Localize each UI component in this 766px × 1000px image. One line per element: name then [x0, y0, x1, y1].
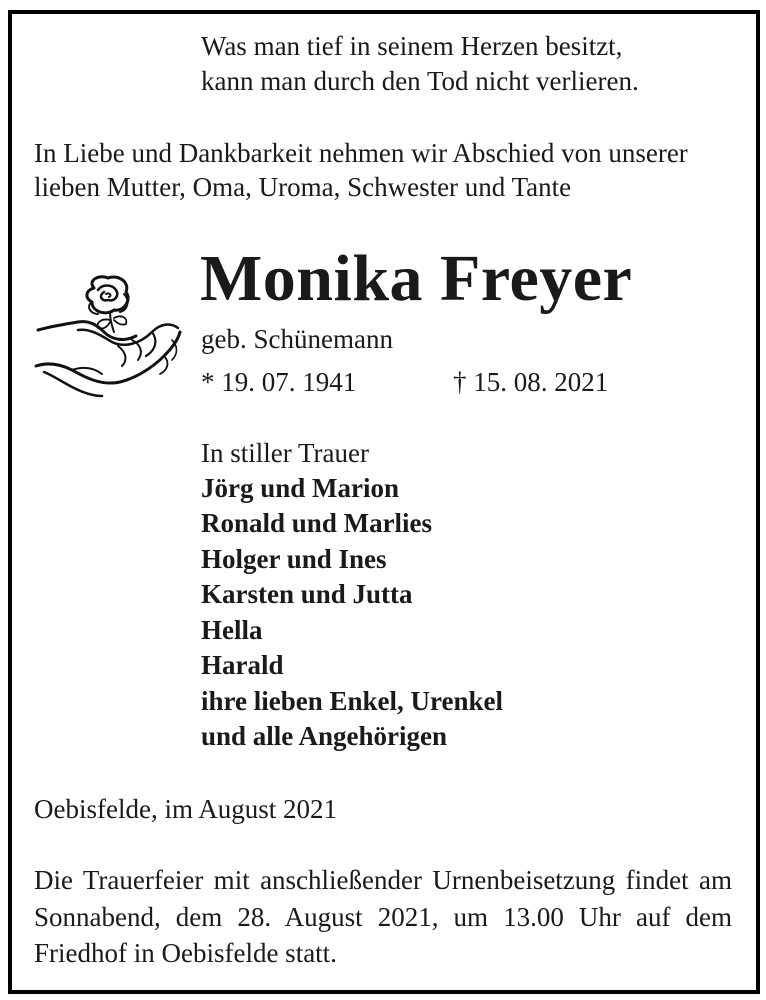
intro-line-1: In Liebe und Dankbarkeit nehmen wir Abschied von unserer — [34, 138, 688, 168]
mourner-name: Hella — [201, 615, 263, 645]
deceased-name: Monika Freyer — [200, 242, 633, 315]
mourner-name: ihre lieben Enkel, Urenkel — [201, 686, 504, 716]
mourner-name: Harald — [201, 650, 284, 680]
service-info: Die Trauerfeier mit anschließender Urnenbeisetzung findet am Sonnabend, dem 28. August 2021, um 13.00 Uhr auf dem Friedhof in Oebisfelde statt. — [34, 865, 732, 968]
birth-date: * 19. 07. 1941 — [201, 367, 357, 397]
mourner-name: Jörg und Marion — [201, 473, 400, 503]
intro-line-2: lieben Mutter, Oma, Uroma, Schwester und Tante — [34, 172, 572, 202]
quote-line-2: kann man durch den Tod nicht verlieren. — [201, 66, 639, 96]
mourner-name: und alle Angehörigen — [201, 721, 448, 751]
quote-line-1: Was man tief in seinem Herzen besitzt, — [201, 31, 623, 61]
mourner-name: Ronald und Marlies — [201, 508, 433, 538]
mourner-name: Holger und Ines — [201, 544, 387, 574]
mourners-heading: In stiller Trauer — [201, 438, 369, 468]
birth-name: geb. Schünemann — [201, 324, 393, 354]
place-date: Oebisfelde, im August 2021 — [34, 794, 337, 824]
death-date: † 15. 08. 2021 — [453, 367, 609, 397]
mourner-name: Karsten und Jutta — [201, 579, 413, 609]
hands-holding-rose-icon — [32, 270, 182, 400]
